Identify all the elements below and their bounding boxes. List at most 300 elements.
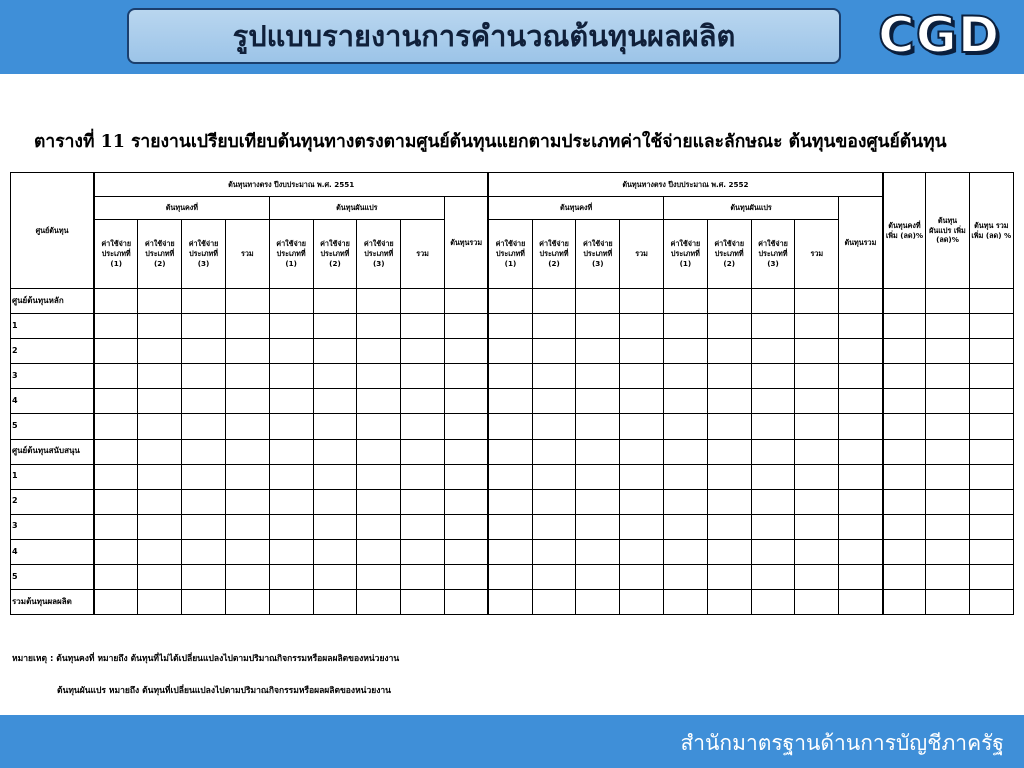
table-cell xyxy=(488,314,532,339)
year-a-fixed-expense-3-header: ค่าใช้จ่าย ประเภทที่ (3) xyxy=(182,220,226,289)
table-cell xyxy=(182,489,226,514)
table-cell xyxy=(620,539,664,564)
table-cell xyxy=(357,590,401,615)
table-cell xyxy=(225,565,269,590)
table-cell xyxy=(839,464,883,489)
table-cell xyxy=(707,539,751,564)
table-cell xyxy=(401,439,445,464)
table-cell xyxy=(401,590,445,615)
table-cell xyxy=(926,464,969,489)
table-cell xyxy=(883,414,926,439)
table-cell xyxy=(926,414,969,439)
table-cell xyxy=(969,414,1013,439)
table-cell xyxy=(883,364,926,389)
note-fixed-cost: หมายเหตุ : ต้นทุนคงที่ หมายถึง ต้นทุนที่ไม่ได้เปลี่ยนแปลงไปตามปริมาณกิจกรรมหรือผลผลิตของหน่วยงาน xyxy=(12,654,400,664)
table-cell xyxy=(357,414,401,439)
year-a-total-header: ต้นทุนรวม xyxy=(444,197,488,289)
year-b-fixed-sum-header: รวม xyxy=(620,220,664,289)
table-cell xyxy=(664,489,708,514)
table-cell xyxy=(795,514,839,539)
table-cell xyxy=(620,389,664,414)
table-cell xyxy=(401,314,445,339)
table-cell xyxy=(488,289,532,314)
year-b-variable-sum-header: รวม xyxy=(795,220,839,289)
table-cell xyxy=(576,539,620,564)
table-cell xyxy=(444,514,488,539)
table-cell xyxy=(225,514,269,539)
year-b-total-header: ต้นทุนรวม xyxy=(839,197,883,289)
table-cell xyxy=(444,439,488,464)
table-cell xyxy=(620,565,664,590)
table-cell xyxy=(313,514,357,539)
table-cell xyxy=(969,489,1013,514)
table-cell xyxy=(225,464,269,489)
table-cell xyxy=(664,314,708,339)
table-cell xyxy=(707,439,751,464)
table-cell xyxy=(620,414,664,439)
table-cell xyxy=(138,539,182,564)
table-cell xyxy=(839,565,883,590)
year-a-fixed-sum-header: รวม xyxy=(225,220,269,289)
table-cell xyxy=(225,389,269,414)
table-cell xyxy=(532,514,576,539)
table-cell xyxy=(576,414,620,439)
table-cell xyxy=(926,314,969,339)
table-cell xyxy=(883,464,926,489)
table-cell xyxy=(751,364,795,389)
table-cell xyxy=(751,289,795,314)
table-cell xyxy=(401,565,445,590)
table-cell xyxy=(269,439,313,464)
table-cell xyxy=(313,590,357,615)
table-cell xyxy=(883,489,926,514)
table-cell xyxy=(357,314,401,339)
table-cell xyxy=(969,339,1013,364)
increase-fixed-header: ต้นทุนคงที่ เพิ่ม (ลด)% xyxy=(883,173,926,289)
table-cell xyxy=(576,389,620,414)
table-cell xyxy=(269,364,313,389)
table-cell xyxy=(926,339,969,364)
table-cell xyxy=(401,464,445,489)
table-cell xyxy=(444,339,488,364)
row-label: รวมต้นทุนผลผลิต xyxy=(11,590,95,615)
table-row xyxy=(11,439,1014,464)
table-cell xyxy=(225,289,269,314)
increase-total-header: ต้นทุน รวมเพิ่ม (ลด) % xyxy=(969,173,1013,289)
table-cell xyxy=(664,539,708,564)
table-cell xyxy=(94,339,138,364)
table-cell xyxy=(707,514,751,539)
table-cell xyxy=(182,414,226,439)
year-a-fixed-expense-1-header: ค่าใช้จ่าย ประเภทที่ (1) xyxy=(94,220,138,289)
table-row xyxy=(11,464,1014,489)
table-cell xyxy=(707,389,751,414)
table-cell xyxy=(969,439,1013,464)
table-cell xyxy=(182,389,226,414)
table-cell xyxy=(357,289,401,314)
year-b-variable-expense-1-header: ค่าใช้จ่าย ประเภทที่ (1) xyxy=(664,220,708,289)
table-row xyxy=(11,539,1014,564)
table-cell xyxy=(269,565,313,590)
table-cell xyxy=(444,590,488,615)
table-cell xyxy=(620,289,664,314)
table-row xyxy=(11,590,1014,615)
table-row xyxy=(11,489,1014,514)
table-cell xyxy=(620,590,664,615)
table-cell xyxy=(269,414,313,439)
table-cell xyxy=(532,289,576,314)
table-cell xyxy=(532,539,576,564)
table-cell xyxy=(926,489,969,514)
cost-center-header: ศูนย์ต้นทุน xyxy=(11,173,95,289)
table-cell xyxy=(488,389,532,414)
table-cell xyxy=(225,439,269,464)
table-cell xyxy=(138,464,182,489)
table-cell xyxy=(94,439,138,464)
table-cell xyxy=(94,389,138,414)
row-label: ศูนย์ต้นทุนสนับสนุน xyxy=(11,439,95,464)
table-cell xyxy=(94,414,138,439)
table-cell xyxy=(926,389,969,414)
table-cell xyxy=(620,439,664,464)
table-cell xyxy=(488,439,532,464)
table-cell xyxy=(138,489,182,514)
cost-report-table xyxy=(10,172,1014,615)
table-cell xyxy=(138,314,182,339)
table-cell xyxy=(269,514,313,539)
table-cell xyxy=(883,565,926,590)
table-cell xyxy=(488,339,532,364)
table-row xyxy=(11,289,1014,314)
table-cell xyxy=(926,565,969,590)
table-cell xyxy=(269,314,313,339)
year-b-variable-expense-2-header: ค่าใช้จ่าย ประเภทที่ (2) xyxy=(707,220,751,289)
table-cell xyxy=(620,339,664,364)
table-cell xyxy=(532,414,576,439)
table-cell xyxy=(620,514,664,539)
table-cell xyxy=(795,414,839,439)
row-label: 3 xyxy=(11,364,95,389)
table-cell xyxy=(444,414,488,439)
header-row-years xyxy=(11,173,1014,197)
table-cell xyxy=(926,590,969,615)
row-label: 3 xyxy=(11,514,95,539)
table-cell xyxy=(488,464,532,489)
table-cell xyxy=(138,590,182,615)
table-cell xyxy=(138,389,182,414)
table-cell xyxy=(751,590,795,615)
table-cell xyxy=(225,489,269,514)
table-cell xyxy=(94,565,138,590)
table-cell xyxy=(883,439,926,464)
table-cell xyxy=(795,289,839,314)
table-cell xyxy=(138,414,182,439)
table-cell xyxy=(401,339,445,364)
year-b-fixed-header: ต้นทุนคงที่ xyxy=(488,197,663,220)
year-b-fixed-expense-1-header: ค่าใช้จ่าย ประเภทที่ (1) xyxy=(488,220,532,289)
table-cell xyxy=(576,364,620,389)
table-cell xyxy=(664,439,708,464)
table-cell xyxy=(664,389,708,414)
table-cell xyxy=(795,314,839,339)
table-cell xyxy=(182,364,226,389)
table-cell xyxy=(751,339,795,364)
table-cell xyxy=(401,489,445,514)
table-cell xyxy=(182,590,226,615)
table-cell xyxy=(751,389,795,414)
table-cell xyxy=(182,314,226,339)
table-cell xyxy=(532,339,576,364)
table-cell xyxy=(969,464,1013,489)
table-cell xyxy=(883,289,926,314)
table-cell xyxy=(401,414,445,439)
table-cell xyxy=(839,590,883,615)
table-cell xyxy=(94,364,138,389)
table-cell xyxy=(532,364,576,389)
table-cell xyxy=(576,289,620,314)
table-row xyxy=(11,389,1014,414)
title-box xyxy=(127,8,841,64)
table-cell xyxy=(225,590,269,615)
table-cell xyxy=(182,339,226,364)
table-cell xyxy=(969,289,1013,314)
table-cell xyxy=(532,439,576,464)
table-cell xyxy=(313,364,357,389)
table-cell xyxy=(94,590,138,615)
table-cell xyxy=(94,539,138,564)
row-label: 1 xyxy=(11,314,95,339)
row-label: 4 xyxy=(11,539,95,564)
table-cell xyxy=(926,514,969,539)
table-cell xyxy=(839,439,883,464)
table-cell xyxy=(444,565,488,590)
table-cell xyxy=(839,314,883,339)
table-cell xyxy=(269,590,313,615)
table-cell xyxy=(839,539,883,564)
table-cell xyxy=(182,539,226,564)
table-cell xyxy=(576,565,620,590)
table-cell xyxy=(751,565,795,590)
year-b-variable-expense-3-header: ค่าใช้จ่าย ประเภทที่ (3) xyxy=(751,220,795,289)
table-cell xyxy=(883,389,926,414)
table-cell xyxy=(401,389,445,414)
table-cell xyxy=(532,464,576,489)
year-a-fixed-expense-2-header: ค่าใช้จ่าย ประเภทที่ (2) xyxy=(138,220,182,289)
table-cell xyxy=(664,514,708,539)
year-b-fixed-expense-2-header: ค่าใช้จ่าย ประเภทที่ (2) xyxy=(532,220,576,289)
table-cell xyxy=(795,489,839,514)
table-cell xyxy=(620,364,664,389)
row-label: 5 xyxy=(11,565,95,590)
table-cell xyxy=(839,389,883,414)
row-label: 5 xyxy=(11,414,95,439)
table-cell xyxy=(839,364,883,389)
table-cell xyxy=(576,590,620,615)
table-cell xyxy=(357,339,401,364)
year-a-header: ต้นทุนทางตรง ปีงบประมาณ พ.ศ. 2551 xyxy=(94,173,488,197)
table-cell xyxy=(182,464,226,489)
table-cell xyxy=(357,539,401,564)
table-cell xyxy=(313,539,357,564)
increase-variable-header: ต้นทุน ผันแปร เพิ่ม (ลด)% xyxy=(926,173,969,289)
table-cell xyxy=(795,539,839,564)
table-cell xyxy=(138,565,182,590)
table-caption: ตารางที่ 11 รายงานเปรียบเทียบต้นทุนทางตรงตามศูนย์ต้นทุนแยกตามประเภทค่าใช้จ่ายและลักษณะ ต้นทุนของศูนย์ต้นทุน xyxy=(34,132,947,152)
table-cell xyxy=(751,314,795,339)
table-cell xyxy=(488,414,532,439)
table-cell xyxy=(707,464,751,489)
table-cell xyxy=(707,364,751,389)
table-cell xyxy=(488,514,532,539)
table-cell xyxy=(707,565,751,590)
table-cell xyxy=(926,539,969,564)
table-cell xyxy=(444,364,488,389)
table-cell xyxy=(313,339,357,364)
table-cell xyxy=(444,389,488,414)
table-cell xyxy=(707,289,751,314)
table-row xyxy=(11,414,1014,439)
table-cell xyxy=(182,565,226,590)
table-cell xyxy=(182,289,226,314)
table-cell xyxy=(883,339,926,364)
table-cell xyxy=(444,289,488,314)
table-cell xyxy=(488,364,532,389)
note-variable-cost: ต้นทุนผันแปร หมายถึง ต้นทุนที่เปลี่ยนแปลงไปตามปริมาณกิจกรรมหรือผลผลิตของหน่วยงาน xyxy=(57,686,391,696)
table-cell xyxy=(707,314,751,339)
table-cell xyxy=(401,289,445,314)
table-cell xyxy=(357,489,401,514)
row-label: 2 xyxy=(11,339,95,364)
table-cell xyxy=(225,339,269,364)
table-cell xyxy=(620,314,664,339)
table-cell xyxy=(576,514,620,539)
table-cell xyxy=(839,339,883,364)
table-cell xyxy=(926,289,969,314)
table-cell xyxy=(357,389,401,414)
table-cell xyxy=(138,514,182,539)
table-cell xyxy=(664,464,708,489)
table-cell xyxy=(94,489,138,514)
table-cell xyxy=(839,514,883,539)
table-cell xyxy=(94,314,138,339)
table-cell xyxy=(401,364,445,389)
table-cell xyxy=(488,489,532,514)
table-cell xyxy=(795,464,839,489)
table-cell xyxy=(839,414,883,439)
table-cell xyxy=(751,514,795,539)
year-a-variable-sum-header: รวม xyxy=(401,220,445,289)
footer-organization: สำนักมาตรฐานด้านการบัญชีภาครัฐ xyxy=(680,731,1004,755)
year-b-variable-header: ต้นทุนผันแปร xyxy=(664,197,839,220)
table-cell xyxy=(313,439,357,464)
year-b-fixed-expense-3-header: ค่าใช้จ่าย ประเภทที่ (3) xyxy=(576,220,620,289)
table-cell xyxy=(969,389,1013,414)
table-cell xyxy=(707,339,751,364)
table-cell xyxy=(269,389,313,414)
table-cell xyxy=(313,289,357,314)
table-cell xyxy=(182,514,226,539)
cgd-logo: CGD xyxy=(878,6,1001,64)
table-cell xyxy=(707,489,751,514)
table-cell xyxy=(444,464,488,489)
row-label: 1 xyxy=(11,464,95,489)
table-cell xyxy=(576,489,620,514)
table-cell xyxy=(357,364,401,389)
table-cell xyxy=(926,364,969,389)
footer-bar xyxy=(0,715,1024,768)
table-cell xyxy=(664,364,708,389)
table-cell xyxy=(444,314,488,339)
table-cell xyxy=(313,489,357,514)
table-cell xyxy=(751,464,795,489)
table-cell xyxy=(488,565,532,590)
table-cell xyxy=(883,514,926,539)
table-cell xyxy=(269,464,313,489)
table-cell xyxy=(751,539,795,564)
table-cell xyxy=(795,565,839,590)
table-cell xyxy=(138,339,182,364)
table-cell xyxy=(313,389,357,414)
table-cell xyxy=(269,339,313,364)
table-cell xyxy=(488,539,532,564)
table-cell xyxy=(225,314,269,339)
table-cell xyxy=(225,364,269,389)
table-cell xyxy=(532,565,576,590)
table-cell xyxy=(969,514,1013,539)
table-cell xyxy=(664,414,708,439)
header-row-types xyxy=(11,197,1014,220)
year-a-fixed-header: ต้นทุนคงที่ xyxy=(94,197,269,220)
table-row xyxy=(11,314,1014,339)
table-cell xyxy=(751,489,795,514)
table-cell xyxy=(664,289,708,314)
table-cell xyxy=(182,439,226,464)
table-cell xyxy=(313,565,357,590)
table-row xyxy=(11,364,1014,389)
table-row xyxy=(11,565,1014,590)
table-cell xyxy=(795,590,839,615)
table-cell xyxy=(313,414,357,439)
table-cell xyxy=(444,539,488,564)
table-cell xyxy=(969,565,1013,590)
table-cell xyxy=(707,414,751,439)
year-a-variable-header: ต้นทุนผันแปร xyxy=(269,197,444,220)
table-cell xyxy=(357,439,401,464)
table-cell xyxy=(969,590,1013,615)
table-cell xyxy=(444,489,488,514)
table-cell xyxy=(969,364,1013,389)
table-cell xyxy=(532,314,576,339)
table-cell xyxy=(969,314,1013,339)
table-cell xyxy=(225,414,269,439)
table-cell xyxy=(795,364,839,389)
year-b-header: ต้นทุนทางตรง ปีงบประมาณ พ.ศ. 2552 xyxy=(488,173,882,197)
year-a-variable-expense-3-header: ค่าใช้จ่าย ประเภทที่ (3) xyxy=(357,220,401,289)
table-cell xyxy=(795,439,839,464)
table-cell xyxy=(138,289,182,314)
table-cell xyxy=(313,464,357,489)
table-cell xyxy=(357,565,401,590)
table-cell xyxy=(269,539,313,564)
table-cell xyxy=(839,289,883,314)
row-label: 4 xyxy=(11,389,95,414)
table-cell xyxy=(313,314,357,339)
table-cell xyxy=(269,489,313,514)
header-bar xyxy=(0,0,1024,74)
row-label: 2 xyxy=(11,489,95,514)
table-cell xyxy=(664,565,708,590)
table-cell xyxy=(94,289,138,314)
